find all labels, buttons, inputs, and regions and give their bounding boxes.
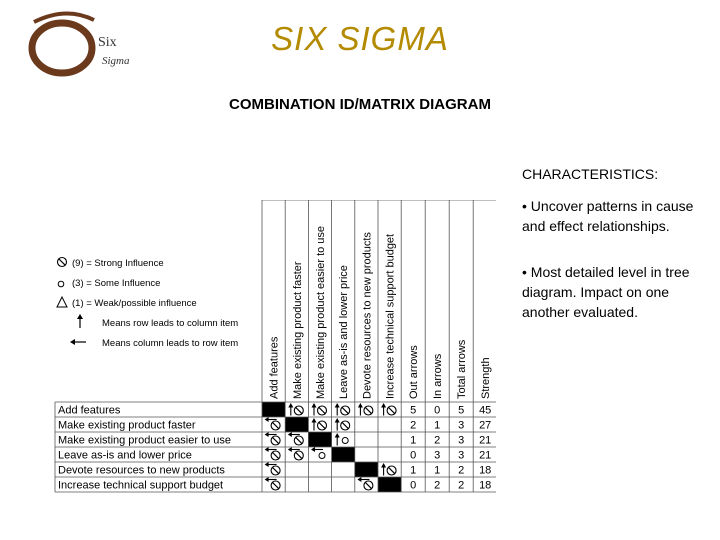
stat-value: 2 [434, 434, 441, 447]
arrow-left-head-icon [265, 417, 269, 422]
strong-influence-icon [318, 421, 327, 430]
column-header: Leave as-is and lower price [338, 265, 351, 399]
strong-influence-icon [341, 406, 350, 415]
arrow-left-head-icon [311, 447, 315, 452]
arrow-up-head-icon [381, 463, 386, 468]
column-header: Make existing product easier to use [315, 225, 327, 399]
strong-influence-icon [387, 466, 396, 475]
strong-influence-icon [58, 258, 67, 267]
stat-value: 2 [458, 479, 465, 492]
diagonal-cell [355, 462, 378, 477]
stat-value: 3 [458, 419, 465, 432]
column-header: Out arrows [408, 345, 421, 399]
arrow-left-head-icon [288, 432, 292, 437]
stat-value: 5 [410, 404, 417, 417]
characteristic-bullet-1: • Uncover patterns in cause and effect relationships. [522, 198, 694, 234]
legend-label: (9) = Strong Influence [72, 258, 164, 269]
column-header: In arrows [432, 353, 445, 399]
arrow-left-head-icon [265, 447, 269, 452]
strong-influence-icon [271, 421, 280, 430]
strong-influence-icon [341, 421, 350, 430]
strong-influence-icon [271, 481, 280, 490]
characteristics-heading: CHARACTERISTICS: [522, 166, 659, 182]
stat-value: 1 [434, 419, 441, 432]
arrow-up-head-icon [312, 403, 317, 408]
column-header: Add features [268, 336, 281, 399]
stat-value: 18 [479, 479, 492, 492]
arrow-up-head-icon [288, 403, 293, 408]
stat-value: 0 [410, 479, 417, 492]
stat-value: 21 [479, 449, 492, 462]
stat-value: 3 [458, 449, 465, 462]
stat-value: 18 [479, 464, 492, 477]
svg-text:Sigma: Sigma [102, 55, 130, 67]
diagram-subtitle: COMBINATION ID/MATRIX DIAGRAM [229, 96, 491, 113]
arrow-left-head-icon [265, 477, 269, 482]
arrow-left-head-icon [265, 432, 269, 437]
strong-influence-icon [318, 406, 327, 415]
stat-value: 1 [410, 464, 417, 477]
strong-influence-icon [364, 481, 373, 490]
diagonal-cell [332, 447, 355, 462]
some-influence-icon [319, 453, 325, 459]
strong-influence-icon [294, 451, 303, 460]
strong-influence-icon [294, 406, 303, 415]
svg-text:Six: Six [98, 35, 117, 50]
column-header: Increase technical support budget [384, 233, 397, 399]
some-influence-icon [58, 281, 64, 287]
arrow-up-head-icon [312, 418, 317, 423]
legend-label: Means column leads to row item [102, 338, 239, 349]
stat-value: 2 [458, 464, 465, 477]
arrow-left-head-icon [357, 477, 361, 482]
stat-value: 2 [434, 479, 441, 492]
column-header: Make existing product faster [291, 261, 304, 399]
weak-influence-icon [57, 297, 67, 307]
stat-value: 3 [458, 434, 465, 447]
stat-value: 0 [410, 449, 417, 462]
legend-label: Means row leads to column item [102, 318, 239, 329]
stat-value: 21 [479, 434, 492, 447]
stat-value: 0 [434, 404, 441, 417]
strong-influence-icon [387, 406, 396, 415]
strong-influence-icon [271, 436, 280, 445]
legend-label: (3) = Some Influence [72, 278, 161, 289]
strong-influence-icon [271, 451, 280, 460]
row-label: Make existing product easier to use [58, 434, 232, 447]
arrow-up-head-icon [335, 418, 340, 423]
diagonal-cell [308, 432, 331, 447]
stat-value: 3 [434, 449, 441, 462]
stat-value: 5 [458, 404, 465, 417]
arrow-up-head-icon [358, 403, 363, 408]
stat-value: 2 [410, 419, 417, 432]
row-label: Devote resources to new products [58, 464, 225, 477]
diagonal-cell [285, 417, 308, 432]
column-header: Total arrows [456, 339, 469, 399]
strong-influence-icon [271, 466, 280, 475]
arrow-up-head-icon [77, 314, 83, 319]
diagonal-cell [262, 402, 285, 417]
diagonal-cell [378, 477, 401, 492]
arrow-up-head-icon [335, 403, 340, 408]
column-header: Devote resources to new products [361, 232, 374, 399]
arrow-left-head-icon [265, 462, 269, 467]
row-label: Make existing product faster [58, 419, 196, 432]
legend-label: (1) = Weak/possible influence [72, 298, 197, 309]
row-label: Add features [58, 404, 121, 417]
page-title: SIX SIGMA [271, 20, 449, 57]
characteristic-bullet-2: • Most detailed level in tree diagram. Impact on one another evaluated. [522, 264, 690, 320]
arrow-left-head-icon [70, 339, 75, 345]
stat-value: 1 [434, 464, 441, 477]
some-influence-icon [342, 438, 348, 444]
strong-influence-icon [294, 436, 303, 445]
arrow-up-head-icon [335, 433, 340, 438]
strong-influence-icon [364, 406, 373, 415]
stat-value: 1 [410, 434, 417, 447]
arrow-up-head-icon [381, 403, 386, 408]
matrix-diagram [52, 200, 496, 496]
row-label: Increase technical support budget [58, 479, 224, 492]
stat-value: 45 [479, 404, 492, 417]
row-label: Leave as-is and lower price [58, 449, 192, 462]
arrow-left-head-icon [288, 447, 292, 452]
column-header: Strength [480, 357, 493, 399]
stat-value: 27 [479, 419, 492, 432]
